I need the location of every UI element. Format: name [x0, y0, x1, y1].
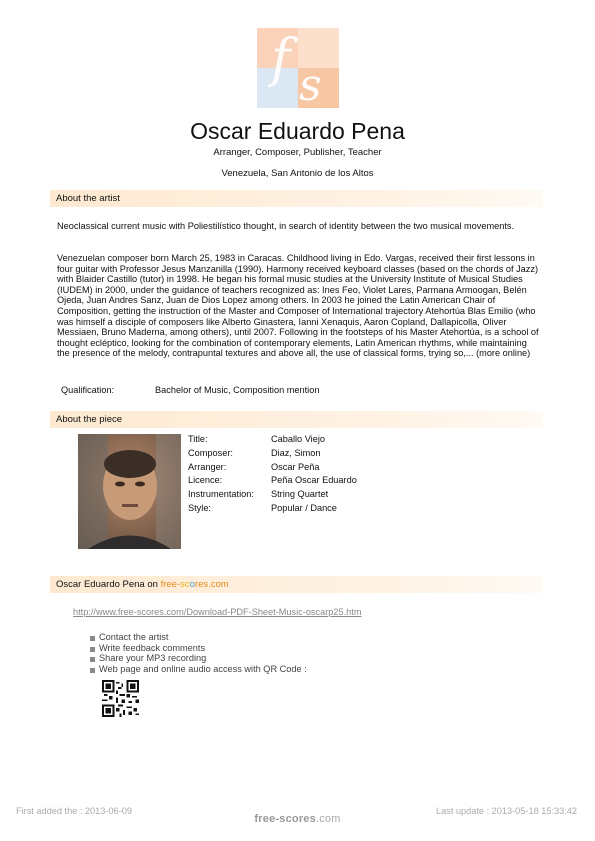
detail-key: Style: [188, 502, 211, 513]
artist-name: Oscar Eduardo Pena [190, 118, 405, 144]
detail-key: Title: [188, 434, 208, 444]
first-added-date: First added the : 2013-06-09 [16, 806, 132, 816]
contact-artist-link[interactable]: Contact the artist [88, 632, 307, 643]
write-feedback-link[interactable]: Write feedback comments [88, 643, 307, 654]
about-piece-header: About the piece [50, 411, 543, 428]
qr-code-icon[interactable] [102, 680, 139, 717]
detail-value: Diaz, Simon [271, 447, 321, 458]
about-artist-header: About the artist [50, 190, 543, 207]
qualification-value: Bachelor of Music, Composition mention [155, 385, 320, 395]
svg-text:f: f [271, 29, 291, 89]
footer-brand-main: free-scores [254, 813, 316, 825]
last-update-date: Last update : 2013-05-18 15:33:42 [436, 806, 577, 816]
detail-value: String Quartet [271, 489, 329, 500]
footer-brand [0, 813, 595, 825]
detail-key: Composer: [188, 447, 233, 458]
site-part: sc [180, 579, 190, 590]
artist-page-link[interactable]: http://www.free-scores.com/Download-PDF-Sheet-Music-oscarp25.htm [73, 607, 362, 617]
site-part: o [189, 579, 195, 590]
detail-key: Instrumentation: [188, 489, 254, 500]
footer-brand-tld: .com [315, 813, 341, 825]
artist-intro: Neoclassical current music with Poliestilístico thought, in search of identity between the two musical movements. [57, 221, 515, 231]
qualification-label: Qualification: [61, 385, 115, 395]
qualification-row [61, 385, 319, 395]
detail-row-title [186, 434, 359, 448]
detail-row-instrumentation [186, 489, 359, 503]
detail-row-licence [186, 475, 359, 489]
detail-value: Peña Oscar Eduardo [271, 475, 357, 486]
detail-value: Caballo Viejo [271, 434, 325, 444]
action-list [88, 632, 307, 675]
detail-value: Popular / Dance [271, 502, 337, 513]
online-header-prefix: Oscar Eduardo Pena on [56, 579, 161, 590]
site-part: free- [160, 579, 181, 590]
artist-roles: Arranger, Composer, Publisher, Teacher [213, 147, 382, 158]
site-part: res.com [194, 579, 229, 590]
detail-row-composer [186, 448, 359, 462]
detail-row-arranger [186, 462, 359, 476]
artist-location: Venezuela, San Antonio de los Altos [221, 168, 374, 179]
detail-value: Oscar Peña [271, 461, 320, 472]
piece-details-table [186, 434, 359, 517]
share-mp3-link[interactable]: Share your MP3 recording [88, 653, 307, 664]
artist-photo [78, 434, 181, 549]
detail-key: Arranger: [188, 461, 227, 472]
online-header [50, 576, 543, 593]
free-scores-logo [257, 28, 339, 108]
detail-row-style [186, 503, 359, 517]
online-site-name[interactable] [161, 579, 229, 590]
artist-bio: Venezuelan composer born March 25, 1983 in Caracas. Childhood living in Edo. Vargas, received their first lessons in four guitar with Professor Jesus Manzanilla (1990). Harmony received keyboard classes (based on the chords of Jazz) with Blaider Castillo (tutor) in 1998. He began his formal music studies at the University Institute of Musical Studies (IUDEM) in 2000, under the guidance of teachers recognized as: Ines Feo, Violet Lares, Parmana Armoogan, Belén Ojeda, Juan Andres Sanz, Juan de Dios Lopez among others. In 2003 he joined the Latin American Chair of Composition, getting the instruction of the Master and Composer of International trajectory Atehortúa Blas Emilio (who was himself a disciple of composers like Alberto Ginastera, Ianni Xenaquis, Aaron Copland, Dallapicolla, Oliver Messiaen, Bruno Maderna, among others), until 2007. Following in the footsteps of his Master Atehortúa, is a school of thought ecléptico, looking for the combination of contemporary elements, Latin American rhythms, while maintaining the presence of the melody, contrapuntal textures and above all, the use of classical forms, trying so,... (more online) [57, 253, 539, 359]
qr-code-label: Web page and online audio access with QR Code : [88, 664, 307, 675]
svg-text:s: s [299, 60, 322, 108]
detail-key: Licence: [188, 475, 223, 486]
